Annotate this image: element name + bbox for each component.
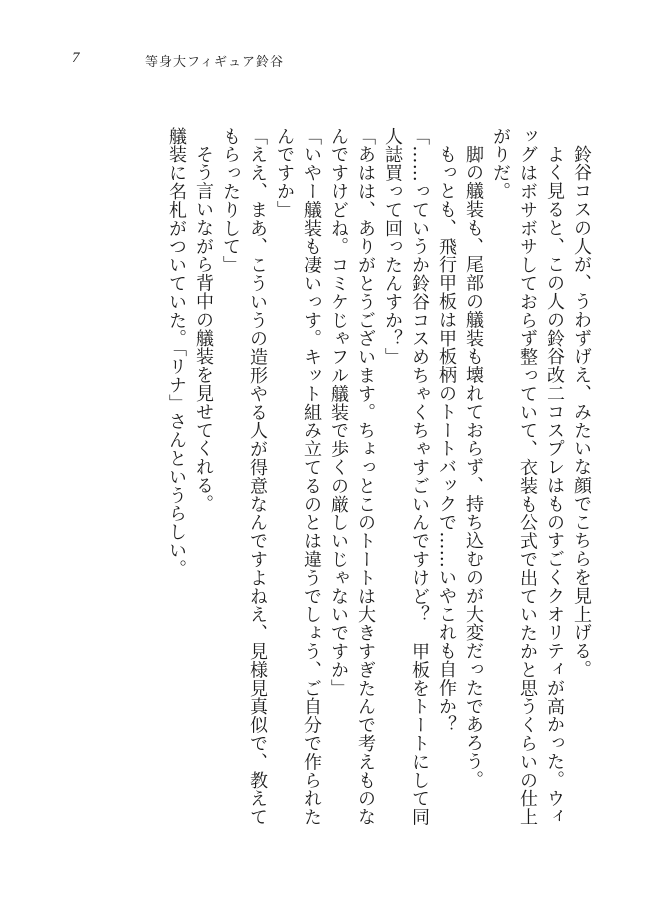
page-number: 7 [72, 50, 80, 66]
paragraph: もっとも、飛行甲板は甲板柄のトートバックで……いやこれも自作か？ [436, 145, 457, 734]
dialogue-line: 「あはは、ありがとうございます。ちょっとこのトートは大きすぎたんで考えものなんですけどね。コミケじゃフル艤装で歩くの厳しいじゃないですか」 [328, 127, 376, 827]
body-text [65, 127, 595, 827]
paragraph: 鈴谷コスの人が、うわずげえ、みたいな顔でこちらを見上げる。 [571, 145, 592, 679]
dialogue-line: 「……っていうか鈴谷コスめちゃくちゃすごいんですけど？ 甲板をトートにして同人誌買って回ったんすか？」 [382, 127, 430, 827]
paragraph: 艤装に名札がついていた。「リナ」さんというらしい。 [166, 127, 187, 578]
running-title: 等身大フィギュア鈴谷 [145, 55, 284, 70]
paragraph: 脚の艤装も、尾部の艤装も壊れておらず、持ち込むのが大変だったであろう。 [463, 145, 484, 789]
dialogue-line: 「いやー艤装も凄いっす。キット組み立てるのとは違うでしょう、ご自分で作られたんですか」 [274, 127, 322, 827]
paragraph: そう言いながら背中の艤装を見せてくれる。 [193, 145, 214, 513]
paragraph: よく見ると、この人の鈴谷改二コスプレはものすごくクオリティが高かった。ウィッグはボサボサしておらず整っていて、衣装も公式で出ていたかと思うくらいの仕上がりだ。 [490, 127, 565, 827]
dialogue-line: 「ええ、まあ、こういうの造形やる人が得意なんですよねえ、見様見真似で、教えてもらったりして」 [220, 127, 268, 827]
